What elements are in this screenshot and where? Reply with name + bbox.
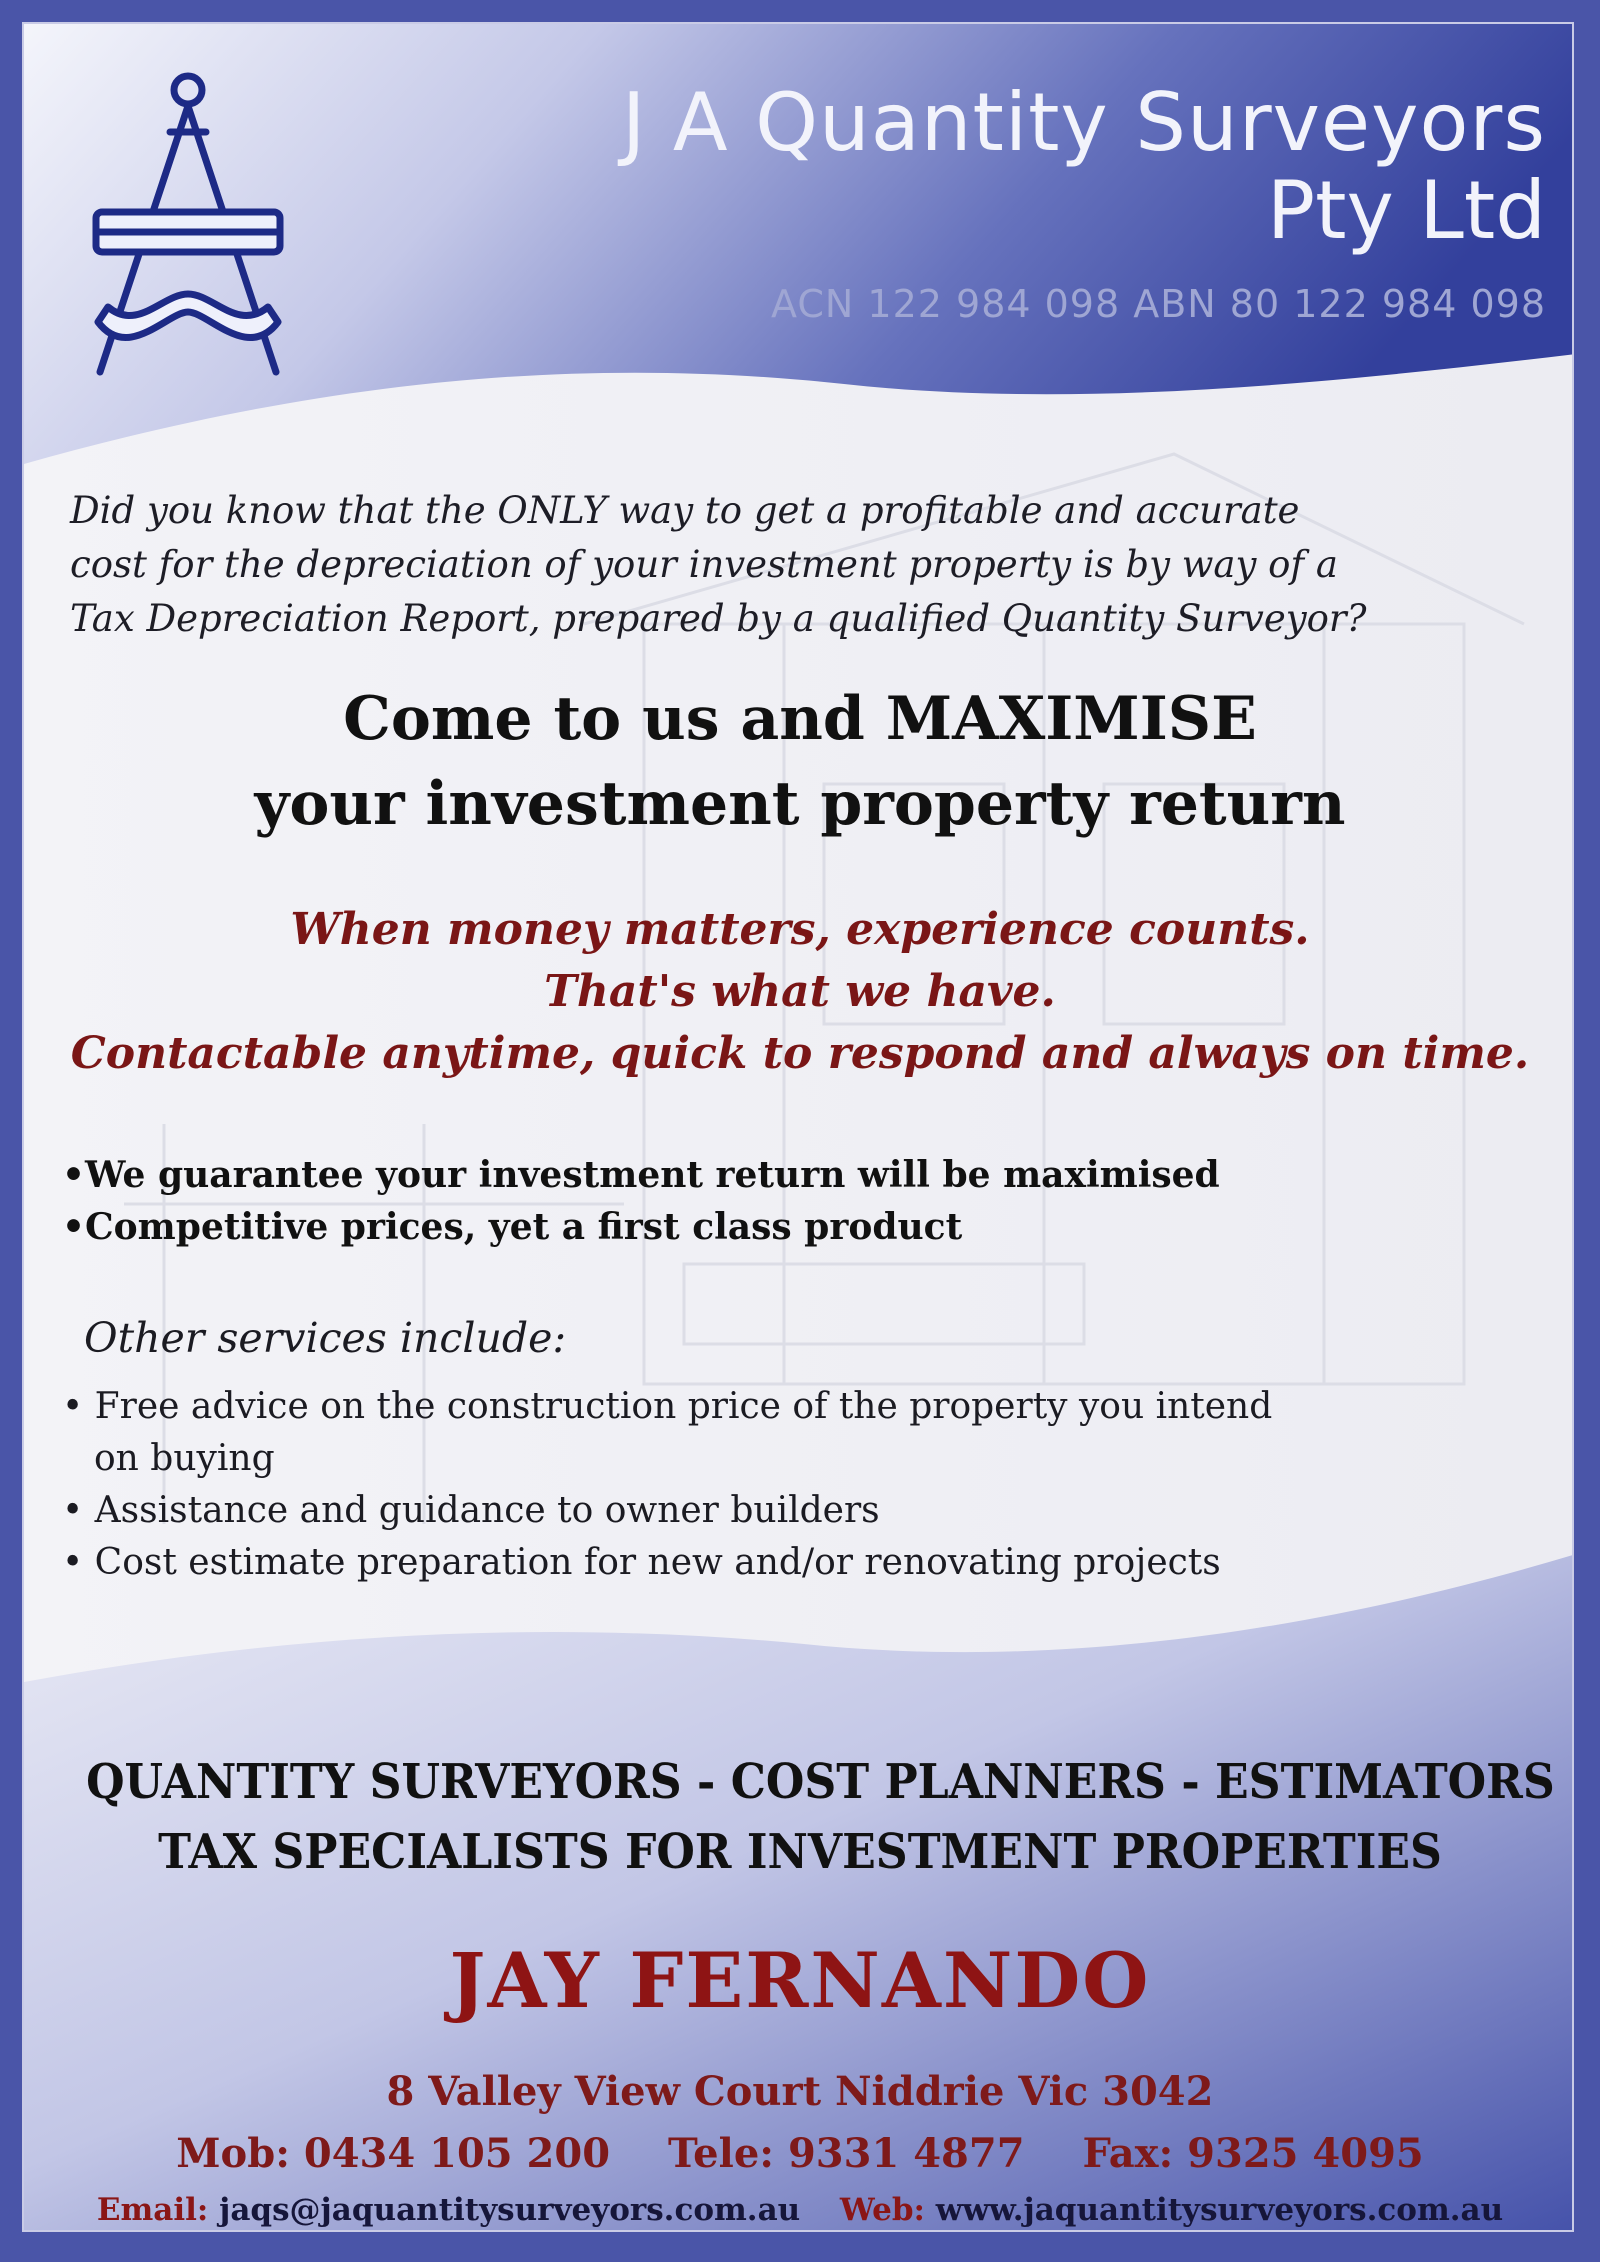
benefit-item: •Competitive prices, yet a first class product xyxy=(62,1206,963,1248)
postal-address: 8 Valley View Court Niddrie Vic 3042 xyxy=(386,2068,1214,2115)
headline-line-1: Come to us and MAXIMISE xyxy=(343,684,1257,754)
flyer xyxy=(22,22,1574,2232)
email-link[interactable]: jaqs@jaquantitysurveyors.com.au xyxy=(219,2192,801,2228)
company-name-line-1: J A Quantity Surveyors xyxy=(621,76,1546,169)
mobile-number: Mob: 0434 105 200 xyxy=(176,2130,611,2177)
service-item: • Free advice on the construction price of the property you intend xyxy=(62,1386,1273,1427)
fax-number: Fax: 9325 4095 xyxy=(1082,2130,1424,2177)
tagline-line-1: When money matters, experience counts. xyxy=(290,904,1310,955)
services-banner-line-2: TAX SPECIALISTS FOR INVESTMENT PROPERTIES xyxy=(158,1824,1442,1880)
service-item: • Assistance and guidance to owner builders xyxy=(62,1490,880,1531)
contact-name: JAY FERNANDO xyxy=(449,1936,1151,2025)
other-services-heading: Other services include: xyxy=(84,1314,567,1362)
tagline-line-3: Contactable anytime, quick to respond and always on time. xyxy=(70,1028,1530,1079)
web-label: Web: xyxy=(839,2192,925,2228)
intro-line-1: Did you know that the ONLY way to get a profitable and accurate xyxy=(70,489,1300,532)
intro-line-2: cost for the depreciation of your investment property is by way of a xyxy=(70,543,1338,586)
tagline-line-2: That's what we have. xyxy=(544,966,1056,1017)
intro-paragraph xyxy=(70,484,1550,646)
intro-line-3: Tax Depreciation Report, prepared by a qualified Quantity Surveyor? xyxy=(70,597,1367,640)
headline-line-2: your investment property return xyxy=(254,769,1346,839)
telephone-number: Tele: 9331 4877 xyxy=(668,2130,1025,2177)
benefit-item: •We guarantee your investment return will be maximised xyxy=(62,1154,1220,1196)
email-and-web xyxy=(24,2192,1574,2228)
phone-numbers xyxy=(24,2130,1574,2177)
registration-numbers: ACN 122 984 098 ABN 80 122 984 098 xyxy=(771,282,1546,326)
service-item: • Cost estimate preparation for new and/or renovating projects xyxy=(62,1542,1221,1583)
services-banner-line-1: QUANTITY SURVEYORS - COST PLANNERS - ESTIMATORS xyxy=(86,1754,1555,1810)
company-name-line-2: Pty Ltd xyxy=(1266,164,1546,257)
service-item-continuation: on buying xyxy=(94,1438,275,1479)
email-label: Email: xyxy=(96,2192,209,2228)
website-link[interactable]: www.jaquantitysurveyors.com.au xyxy=(935,2192,1504,2228)
